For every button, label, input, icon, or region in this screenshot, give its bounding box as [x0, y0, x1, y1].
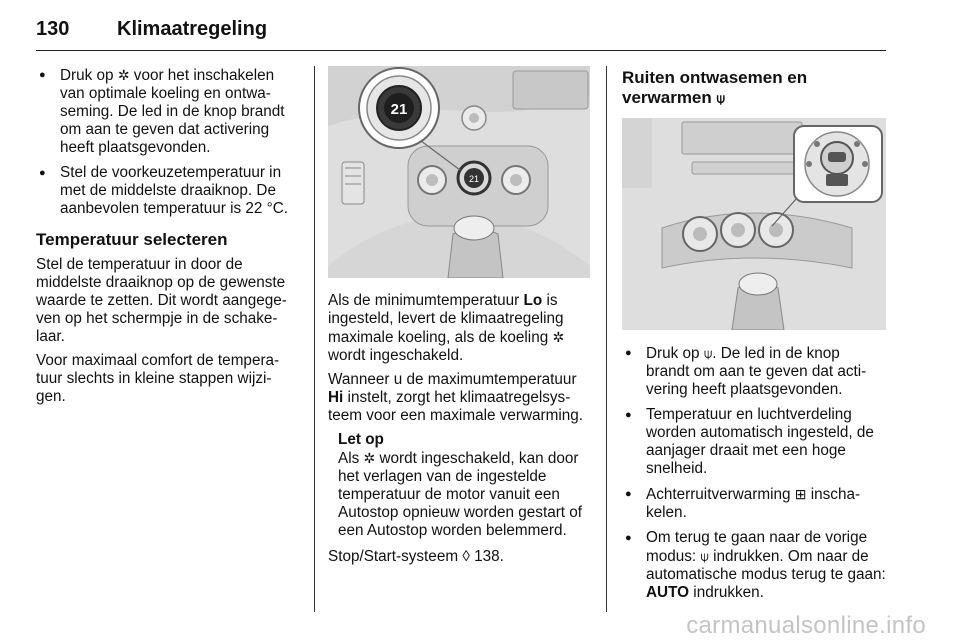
list-item: ● Stel de voorkeuzetemperatuur in met de middelste draaiknop. De aanbevolen temperatuur is 22 °C.	[36, 164, 300, 218]
note-title: Let op	[338, 431, 384, 448]
defrost-control-figure	[622, 118, 886, 330]
cross-reference[interactable]: Stop/Start-systeem ◊ 138.	[328, 548, 504, 565]
paragraph: Voor maximaal comfort de tempera-tuur slechts in kleine stappen wijzi-gen.	[36, 352, 280, 405]
column-right	[622, 66, 886, 609]
defrost-icon: ⍦	[703, 345, 713, 361]
chapter-title: Klimaatregeling	[117, 18, 268, 40]
rear-defrost-icon: ⊞	[794, 486, 807, 502]
paragraph: Wanneer u de maximumtemperatuur Hi instelt, zorgt het klimaatregelsys-teem voor een maximale verwarming.	[328, 371, 584, 424]
list-item: ● Druk op ⍦. De led in de knop brandt om aan te geven dat acti-vering heeft plaatsgevonden.	[622, 344, 886, 399]
page-header	[36, 6, 886, 51]
column-left	[36, 66, 300, 412]
bullet-list	[622, 344, 886, 602]
display-readout: 21	[390, 101, 408, 118]
xref-icon: ◊	[462, 548, 470, 565]
column-divider	[314, 66, 315, 612]
bullet-list	[36, 66, 300, 218]
display-readout-small: 21	[468, 174, 480, 184]
cooling-icon: ✲	[117, 67, 130, 83]
note-text: Als ✲ wordt ingeschakeld, kan door het verlagen van de ingestelde temperatuur de motor vanuit een Autostop opnieuw worden gestart of een Autostop worden belemmerd.	[338, 450, 583, 539]
list-item: ● Achterruitverwarming ⊞ inscha-kelen.	[622, 485, 886, 522]
watermark: carmanualsonline.info	[686, 612, 926, 639]
page-number: 130	[36, 18, 70, 40]
defrost-icon: ⍦	[716, 90, 725, 106]
defrost-icon: ⍦	[700, 548, 709, 564]
note-box	[328, 431, 590, 540]
section-heading: Ruiten ontwasemen en verwarmen ⍦	[622, 68, 808, 107]
column-middle	[328, 66, 590, 572]
cooling-icon: ✲	[552, 329, 565, 345]
list-item: ● Temperatuur en luchtverdeling worden automatisch ingesteld, de aanjager draait met een hoge snelheid.	[622, 406, 886, 478]
section-heading: Temperatuur selecteren	[36, 230, 228, 249]
list-item: ● Druk op ✲ voor het inschakelen van optimale koeling en ontwa-seming. De led in de knop brandt om aan te geven dat activering heeft plaatsgevonden.	[36, 66, 300, 157]
cooling-icon: ✲	[363, 450, 376, 466]
list-item: ● Om terug te gaan naar de vorige modus: ⍦ indrukken. Om naar de automatische modus terug te gaan: AUTO indrukken.	[622, 529, 886, 602]
column-divider	[606, 66, 607, 612]
climate-control-figure	[328, 66, 590, 278]
paragraph: Stel de temperatuur in door de middelste draaiknop op de gewenste waarde te zetten. Dit wordt aangege-ven op het schermpje in de schake-laar.	[36, 256, 287, 345]
paragraph: Als de minimumtemperatuur Lo is ingesteld, levert de klimaatregeling maximale koeling, als de koeling ✲ wordt ingeschakeld.	[328, 292, 565, 364]
